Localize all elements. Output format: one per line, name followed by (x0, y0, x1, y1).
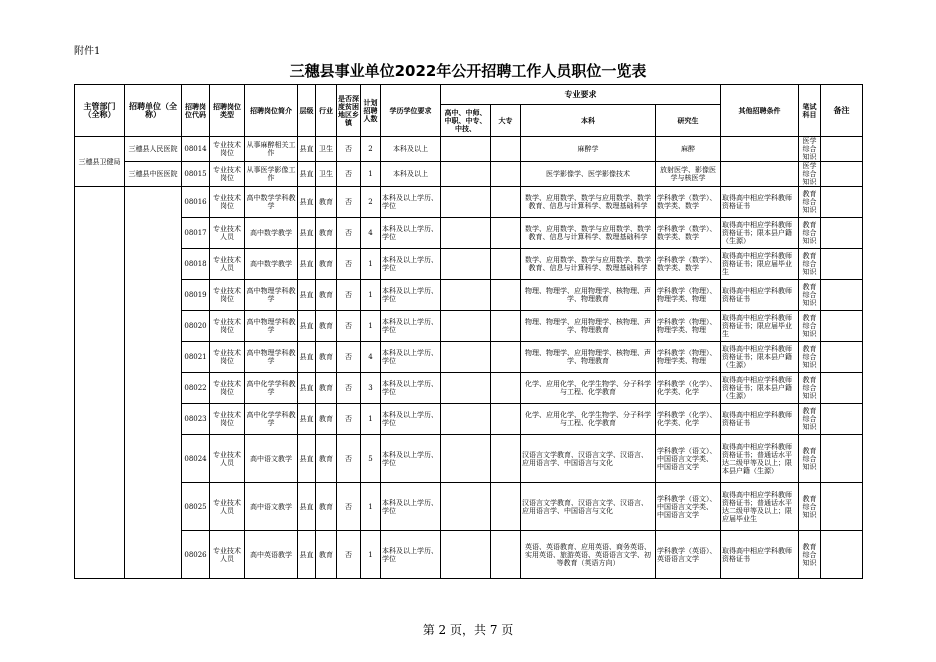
table-row (75, 137, 863, 162)
level-cell: 县直 (298, 218, 316, 249)
remark-cell (821, 531, 863, 579)
secondary-cell (441, 218, 491, 249)
bachelor-cell: 数学、应用数学、数学与应用数学、数学教育、信息与计算科学、数理基础科学 (521, 187, 656, 218)
poverty-cell: 否 (337, 280, 361, 311)
secondary-cell (441, 373, 491, 404)
secondary-cell (441, 280, 491, 311)
header-major-bachelor: 本科 (521, 105, 656, 137)
college-cell (491, 187, 521, 218)
code-cell: 08015 (182, 162, 210, 187)
graduate-cell: 学科教学（物理）、物理学类、物理 (656, 280, 721, 311)
remark-cell (821, 435, 863, 483)
count-cell: 1 (361, 280, 381, 311)
industry-cell: 教育 (316, 311, 337, 342)
desc-cell: 高中物理学科教学 (245, 280, 298, 311)
remark-cell (821, 249, 863, 280)
bachelor-cell: 汉语言文学教育、汉语言文学、汉语言、应用语言学、中国语言与文化 (521, 435, 656, 483)
count-cell: 1 (361, 311, 381, 342)
code-cell: 08026 (182, 531, 210, 579)
dept-cell: 三穗县卫健局 (75, 137, 125, 187)
college-cell (491, 483, 521, 531)
level-cell: 县直 (298, 280, 316, 311)
secondary-cell (441, 435, 491, 483)
edu-cell: 本科及以上学历、学位 (381, 311, 441, 342)
code-cell: 08023 (182, 404, 210, 435)
header-exam: 笔试科目 (799, 85, 821, 137)
industry-cell: 教育 (316, 342, 337, 373)
other-cell: 取得高中相应学科教师资格证书；限应届毕业生 (721, 249, 799, 280)
exam-cell: 教育综合知识 (799, 311, 821, 342)
exam-cell: 教育综合知识 (799, 373, 821, 404)
count-cell: 3 (361, 373, 381, 404)
college-cell (491, 373, 521, 404)
annex-label: 附件1 (74, 46, 101, 57)
table-row (75, 435, 863, 483)
header-industry: 行业 (316, 85, 337, 137)
poverty-cell: 否 (337, 531, 361, 579)
desc-cell: 高中数学教学 (245, 249, 298, 280)
college-cell (491, 531, 521, 579)
count-cell: 1 (361, 404, 381, 435)
graduate-cell: 学科教学（英语）、英语语言文学 (656, 531, 721, 579)
header-dept: 主管部门（全称） (75, 85, 125, 137)
bachelor-cell: 物理、物理学、应用物理学、核物理、声学、物理教育 (521, 342, 656, 373)
secondary-cell (441, 187, 491, 218)
desc-cell: 高中数学学科教学 (245, 187, 298, 218)
graduate-cell: 学科教学（数学）、数学类、数学 (656, 249, 721, 280)
code-cell: 08022 (182, 373, 210, 404)
level-cell: 县直 (298, 483, 316, 531)
code-cell: 08020 (182, 311, 210, 342)
remark-cell (821, 404, 863, 435)
edu-cell: 本科及以上学历、学位 (381, 249, 441, 280)
exam-cell: 教育综合知识 (799, 187, 821, 218)
count-cell: 2 (361, 187, 381, 218)
count-cell: 1 (361, 249, 381, 280)
code-cell: 08017 (182, 218, 210, 249)
industry-cell: 教育 (316, 404, 337, 435)
poverty-cell: 否 (337, 373, 361, 404)
other-cell: 取得高中相应学科教师资格证书；普通话水平达二级甲等及以上；限应届毕业生 (721, 483, 799, 531)
edu-cell: 本科及以上学历、学位 (381, 404, 441, 435)
exam-cell: 教育综合知识 (799, 218, 821, 249)
industry-cell: 教育 (316, 435, 337, 483)
type-cell: 专业技术人员 (210, 218, 245, 249)
college-cell (491, 280, 521, 311)
graduate-cell: 学科教学（物理）、物理学类、物理 (656, 342, 721, 373)
dept-cell-empty (75, 187, 125, 579)
desc-cell: 高中语文教学 (245, 435, 298, 483)
bachelor-cell: 化学、应用化学、化学生物学、分子科学与工程、化学教育 (521, 404, 656, 435)
unit-cell: 三穗县人民医院 (125, 137, 182, 162)
header-count: 计划招聘人数 (361, 85, 381, 137)
type-cell: 专业技术人员 (210, 249, 245, 280)
edu-cell: 本科及以上 (381, 162, 441, 187)
table-row (75, 373, 863, 404)
count-cell: 1 (361, 162, 381, 187)
type-cell: 专业技术岗位 (210, 137, 245, 162)
positions-table (74, 84, 863, 579)
college-cell (491, 311, 521, 342)
level-cell: 县直 (298, 342, 316, 373)
secondary-cell (441, 342, 491, 373)
level-cell: 县直 (298, 531, 316, 579)
desc-cell: 高中化学学科教学 (245, 373, 298, 404)
other-cell: 取得高中相应学科教师资格证书；限应届毕业生 (721, 311, 799, 342)
poverty-cell: 否 (337, 162, 361, 187)
exam-cell: 教育综合知识 (799, 404, 821, 435)
type-cell: 专业技术岗位 (210, 404, 245, 435)
exam-cell: 医学综合知识 (799, 137, 821, 162)
count-cell: 5 (361, 435, 381, 483)
college-cell (491, 162, 521, 187)
college-cell (491, 249, 521, 280)
desc-cell: 高中语文教学 (245, 483, 298, 531)
count-cell: 4 (361, 342, 381, 373)
level-cell: 县直 (298, 373, 316, 404)
edu-cell: 本科及以上学历、学位 (381, 218, 441, 249)
desc-cell: 高中物理学科教学 (245, 311, 298, 342)
level-cell: 县直 (298, 249, 316, 280)
other-cell: 取得高中相应学科教师资格证书；限本县户籍（生源） (721, 342, 799, 373)
industry-cell: 教育 (316, 218, 337, 249)
remark-cell (821, 137, 863, 162)
bachelor-cell: 物理、物理学、应用物理学、核物理、声学、物理教育 (521, 311, 656, 342)
code-cell: 08019 (182, 280, 210, 311)
code-cell: 08021 (182, 342, 210, 373)
code-cell: 08018 (182, 249, 210, 280)
secondary-cell (441, 137, 491, 162)
industry-cell: 教育 (316, 249, 337, 280)
poverty-cell: 否 (337, 342, 361, 373)
type-cell: 专业技术岗位 (210, 342, 245, 373)
exam-cell: 医学综合知识 (799, 162, 821, 187)
industry-cell: 教育 (316, 280, 337, 311)
graduate-cell: 学科教学（化学）、化学类、化学 (656, 373, 721, 404)
table-row (75, 162, 863, 187)
other-cell: 取得高中相应学科教师资格证书；限本县户籍（生源） (721, 373, 799, 404)
header-major-secondary: 高中、中师、中职、中专、中技、 (441, 105, 491, 137)
code-cell: 08014 (182, 137, 210, 162)
unit-cell-empty (125, 187, 182, 579)
code-cell: 08016 (182, 187, 210, 218)
desc-cell: 从事医学影像工作 (245, 162, 298, 187)
header-remark: 备注 (821, 85, 863, 137)
desc-cell: 高中物理学科教学 (245, 342, 298, 373)
edu-cell: 本科及以上学历、学位 (381, 187, 441, 218)
table-row (75, 187, 863, 218)
industry-cell: 教育 (316, 187, 337, 218)
poverty-cell: 否 (337, 404, 361, 435)
graduate-cell: 学科教学（数学）、数学类、数学 (656, 218, 721, 249)
table-row (75, 483, 863, 531)
type-cell: 专业技术岗位 (210, 187, 245, 218)
type-cell: 专业技术人员 (210, 531, 245, 579)
graduate-cell: 学科教学（物理）、物理学类、物理 (656, 311, 721, 342)
desc-cell: 高中化学学科教学 (245, 404, 298, 435)
graduate-cell: 放射医学、影像医学与核医学 (656, 162, 721, 187)
college-cell (491, 404, 521, 435)
poverty-cell: 否 (337, 218, 361, 249)
bachelor-cell: 数学、应用数学、数学与应用数学、数学教育、信息与计算科学、数理基础科学 (521, 249, 656, 280)
college-cell (491, 218, 521, 249)
graduate-cell: 学科教学（化学）、化学类、化学 (656, 404, 721, 435)
table-row (75, 280, 863, 311)
secondary-cell (441, 311, 491, 342)
count-cell: 1 (361, 483, 381, 531)
edu-cell: 本科及以上学历、学位 (381, 280, 441, 311)
remark-cell (821, 483, 863, 531)
poverty-cell: 否 (337, 187, 361, 218)
secondary-cell (441, 531, 491, 579)
industry-cell: 教育 (316, 483, 337, 531)
other-cell: 取得高中相应学科教师资格证书 (721, 280, 799, 311)
table-row (75, 342, 863, 373)
industry-cell: 教育 (316, 373, 337, 404)
industry-cell: 教育 (316, 531, 337, 579)
exam-cell: 教育综合知识 (799, 531, 821, 579)
edu-cell: 本科及以上学历、学位 (381, 483, 441, 531)
other-cell (721, 162, 799, 187)
bachelor-cell: 数学、应用数学、数学与应用数学、数学教育、信息与计算科学、数理基础科学 (521, 218, 656, 249)
exam-cell: 教育综合知识 (799, 435, 821, 483)
graduate-cell: 学科教学（语文）、中国语言文学类、中国语言文学 (656, 435, 721, 483)
type-cell: 专业技术岗位 (210, 162, 245, 187)
count-cell: 1 (361, 531, 381, 579)
header-edu: 学历学位要求 (381, 85, 441, 137)
graduate-cell: 学科教学（语文）、中国语言文学类、中国语言文学 (656, 483, 721, 531)
industry-cell: 卫生 (316, 137, 337, 162)
remark-cell (821, 162, 863, 187)
poverty-cell: 否 (337, 249, 361, 280)
exam-cell: 教育综合知识 (799, 249, 821, 280)
poverty-cell: 否 (337, 137, 361, 162)
remark-cell (821, 280, 863, 311)
header-desc: 招聘岗位简介 (245, 85, 298, 137)
other-cell (721, 137, 799, 162)
desc-cell: 高中英语教学 (245, 531, 298, 579)
secondary-cell (441, 162, 491, 187)
header-major-college: 大专 (491, 105, 521, 137)
other-cell: 取得高中相应学科教师资格证书 (721, 187, 799, 218)
exam-cell: 教育综合知识 (799, 280, 821, 311)
desc-cell: 从事麻醉相关工作 (245, 137, 298, 162)
bachelor-cell: 化学、应用化学、化学生物学、分子科学与工程、化学教育 (521, 373, 656, 404)
level-cell: 县直 (298, 187, 316, 218)
level-cell: 县直 (298, 162, 316, 187)
type-cell: 专业技术岗位 (210, 373, 245, 404)
level-cell: 县直 (298, 404, 316, 435)
bachelor-cell: 医学影像学、医学影像技术 (521, 162, 656, 187)
college-cell (491, 342, 521, 373)
industry-cell: 卫生 (316, 162, 337, 187)
other-cell: 取得高中相应学科教师资格证书 (721, 531, 799, 579)
other-cell: 取得高中相应学科教师资格证书 (721, 404, 799, 435)
graduate-cell: 麻醉 (656, 137, 721, 162)
college-cell (491, 137, 521, 162)
remark-cell (821, 373, 863, 404)
table-row (75, 249, 863, 280)
count-cell: 4 (361, 218, 381, 249)
college-cell (491, 435, 521, 483)
table-row (75, 218, 863, 249)
level-cell: 县直 (298, 311, 316, 342)
code-cell: 08024 (182, 435, 210, 483)
edu-cell: 本科及以上学历、学位 (381, 342, 441, 373)
header-code: 招聘岗位代码 (182, 85, 210, 137)
remark-cell (821, 311, 863, 342)
edu-cell: 本科及以上学历、学位 (381, 373, 441, 404)
header-major: 专业要求 (441, 85, 721, 105)
bachelor-cell: 汉语言文学教育、汉语言文学、汉语言、应用语言学、中国语言与文化 (521, 483, 656, 531)
header-level: 层级 (298, 85, 316, 137)
bachelor-cell: 物理、物理学、应用物理学、核物理、声学、物理教育 (521, 280, 656, 311)
secondary-cell (441, 249, 491, 280)
edu-cell: 本科及以上 (381, 137, 441, 162)
exam-cell: 教育综合知识 (799, 483, 821, 531)
other-cell: 取得高中相应学科教师资格证书；普通话水平达二级甲等及以上；限本县户籍（生源） (721, 435, 799, 483)
poverty-cell: 否 (337, 311, 361, 342)
header-type: 招聘岗位类型 (210, 85, 245, 137)
header-major-graduate: 研究生 (656, 105, 721, 137)
secondary-cell (441, 483, 491, 531)
page-footer: 第 2 页，共 7 页 (422, 623, 514, 637)
edu-cell: 本科及以上学历、学位 (381, 531, 441, 579)
type-cell: 专业技术岗位 (210, 311, 245, 342)
poverty-cell: 否 (337, 483, 361, 531)
edu-cell: 本科及以上学历、学位 (381, 435, 441, 483)
exam-cell: 教育综合知识 (799, 342, 821, 373)
header-poverty: 是否深度贫困地区乡镇 (337, 85, 361, 137)
code-cell: 08025 (182, 483, 210, 531)
table-row (75, 404, 863, 435)
graduate-cell: 学科教学（数学）、数学类、数学 (656, 187, 721, 218)
secondary-cell (441, 404, 491, 435)
header-unit: 招聘单位（全称） (125, 85, 182, 137)
type-cell: 专业技术人员 (210, 435, 245, 483)
table-row (75, 531, 863, 579)
table-row (75, 311, 863, 342)
poverty-cell: 否 (337, 435, 361, 483)
type-cell: 专业技术岗位 (210, 280, 245, 311)
remark-cell (821, 218, 863, 249)
level-cell: 县直 (298, 137, 316, 162)
desc-cell: 高中数学教学 (245, 218, 298, 249)
other-cell: 取得高中相应学科教师资格证书；限本县户籍（生源） (721, 218, 799, 249)
type-cell: 专业技术人员 (210, 483, 245, 531)
count-cell: 2 (361, 137, 381, 162)
header-other: 其他招聘条件 (721, 85, 799, 137)
level-cell: 县直 (298, 435, 316, 483)
bachelor-cell: 英语、英语教育、应用英语、商务英语、实用英语、旅游英语、英语语言文学、初等教育（英语方向） (521, 531, 656, 579)
bachelor-cell: 麻醉学 (521, 137, 656, 162)
remark-cell (821, 342, 863, 373)
remark-cell (821, 187, 863, 218)
page-title: 三穗县事业单位2022年公开招聘工作人员职位一览表 (289, 62, 647, 80)
unit-cell: 三穗县中医医院 (125, 162, 182, 187)
